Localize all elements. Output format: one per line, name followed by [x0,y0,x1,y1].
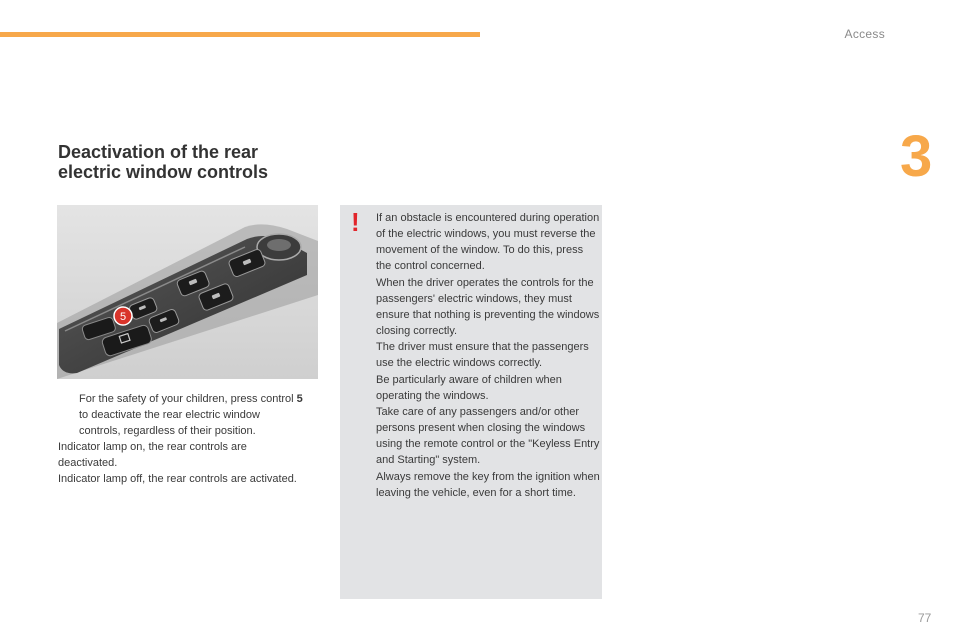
window-controls-photo [57,205,318,379]
instruction-bullet [58,391,303,439]
warning-paragraph: The driver must ensure that the passengers use the electric windows correctly. [376,341,589,370]
bullet-text: For the safety of your children, press control 5 to deactivate the rear electric window controls, regardless of their position. [79,393,303,437]
page-title-line-1: Deactivation of the rear [58,142,259,162]
callout-5-label: 5 [119,311,127,323]
instruction-text [58,391,303,487]
warning-paragraph: Be particularly aware of children when operating the windows. [376,373,562,402]
page-number: 77 [918,611,932,625]
bullet-arrow-icon [58,391,79,439]
page-title-line-2: electric window controls [58,162,269,182]
warning-text [376,210,600,501]
window-controls-illustration [57,205,318,379]
section-label: Access [844,27,885,41]
warning-paragraph: If an obstacle is encountered during operation of the electric windows, you must reverse the movement of the window. To do this, press the control concerned. [376,212,600,273]
control-number: 5 [296,393,303,405]
warning-box [340,205,602,599]
warning-paragraph: Take care of any passengers and/or other persons present when closing the windows using the remote control or the "Keyless Entry and Starting" system. [376,405,600,467]
indicator-on-text: Indicator lamp on, the rear controls are deactivated. [58,441,247,469]
page-title [58,142,358,182]
warning-paragraph: Always remove the key from the ignition when leaving the vehicle, even for a short time. [376,470,600,499]
warning-icon: ! [351,207,360,237]
header-accent-bar [0,32,480,37]
warning-paragraph: When the driver operates the controls for the passengers' electric windows, they must ensure that nothing is preventing the windows closing correctly. [376,276,600,338]
chapter-number: 3 [900,124,933,189]
indicator-off-text: Indicator lamp off, the rear controls are activated. [58,473,297,485]
